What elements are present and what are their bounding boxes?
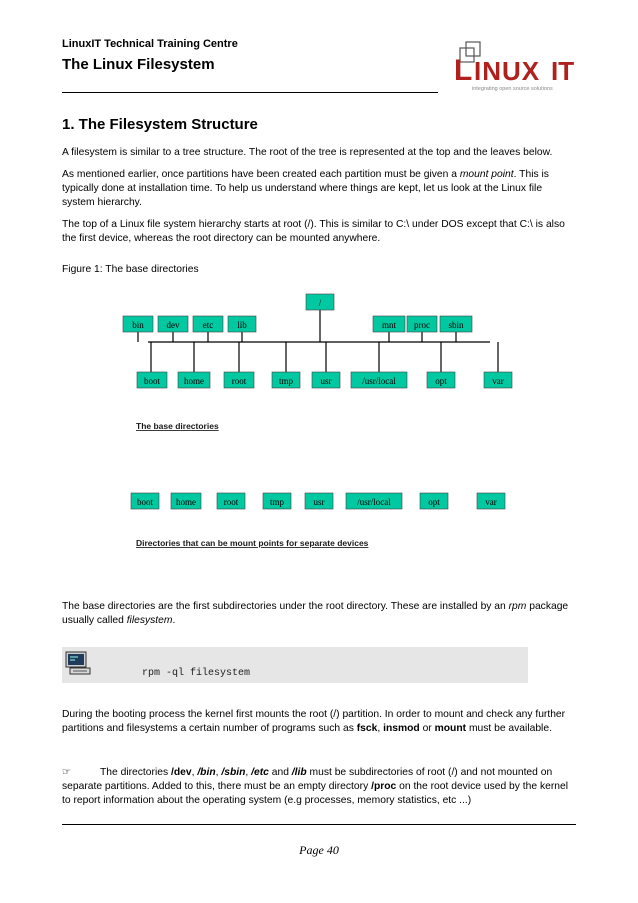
- dir-box-lib: [228, 316, 256, 332]
- paragraph-intro: A filesystem is similar to a tree structure. The root of the tree is represented at the top and the leaves below.: [62, 147, 553, 158]
- svg-text:/usr/local: /usr/local: [357, 497, 391, 507]
- diagram-label-mount-points: Directories that can be mount points for separate devices: [136, 538, 369, 548]
- mount-box-root: [217, 493, 245, 509]
- dir-box-etc: [193, 316, 223, 332]
- dir-box-usr-local: [351, 372, 407, 388]
- svg-text:dev: dev: [166, 320, 180, 330]
- note-paragraph: ☞ The directories /dev, /bin, /sbin, /etc and /lib must be subdirectories of root (/) and not mounted on separate partitions. Added to this, there must be an empty directory /proc on the root device used by the kernel to report information about the operating system (e.g processes, memory statistics, etc ...): [62, 767, 568, 807]
- dir-box-dev: [158, 316, 188, 332]
- diagram-label-base: The base directories: [136, 421, 219, 431]
- svg-text:root: root: [223, 497, 239, 507]
- dir-box-tmp: [272, 372, 300, 388]
- svg-text:opt: opt: [428, 497, 440, 507]
- mount-box-boot: [131, 493, 159, 509]
- svg-text:sbin: sbin: [448, 320, 464, 330]
- paragraph-root: The top of a Linux file system hierarchy starts at root (/). This is similar to C:\ under DOS except that C:\ is also the first device, whereas the root directory can be mounted anywhere.: [62, 219, 565, 245]
- document-title: The Linux Filesystem: [62, 56, 215, 73]
- linuxit-logo: [452, 40, 580, 98]
- svg-text:usr: usr: [313, 497, 325, 507]
- dir-box-usr: [312, 372, 340, 388]
- dir-box-mnt: [373, 316, 405, 332]
- svg-text:root: root: [231, 376, 247, 386]
- svg-text:INUX: INUX: [474, 56, 541, 86]
- code-command: rpm -ql filesystem: [142, 668, 251, 679]
- svg-text:usr: usr: [320, 376, 332, 386]
- svg-text:IT: IT: [551, 56, 575, 86]
- directory-tree-diagram: [118, 288, 518, 558]
- svg-text:opt: opt: [435, 376, 447, 386]
- dir-box-proc: [407, 316, 437, 332]
- svg-text:etc: etc: [202, 320, 214, 330]
- svg-text:var: var: [492, 376, 504, 386]
- svg-text:bin: bin: [132, 320, 144, 330]
- org-name: LinuxIT Technical Training Centre: [62, 38, 238, 50]
- dir-box-opt: [427, 372, 455, 388]
- svg-text:/: /: [318, 298, 322, 308]
- svg-text:tmp: tmp: [278, 376, 294, 386]
- page-number: Page 40: [299, 843, 339, 857]
- mount-box-usr-local: [346, 493, 402, 509]
- svg-text:home: home: [184, 376, 204, 386]
- dir-box-home: [178, 372, 210, 388]
- section-title: 1. The Filesystem Structure: [62, 116, 258, 133]
- code-block: [62, 647, 528, 683]
- mount-box-usr: [305, 493, 333, 509]
- logo-wordmark: L: [454, 54, 473, 87]
- paragraph-booting: During the booting process the kernel first mounts the root (/) partition. In order to mount and check any further partitions and filesystems a certain number of programs such as fsck, insmod or mount must be available.: [62, 709, 566, 735]
- mount-box-var: [477, 493, 505, 509]
- svg-text:/usr/local: /usr/local: [362, 376, 396, 386]
- dir-box-var: [484, 372, 512, 388]
- svg-text:home: home: [176, 497, 196, 507]
- dir-box-sbin: [440, 316, 472, 332]
- svg-text:proc: proc: [414, 320, 430, 330]
- paragraph-base-directories: The base directories are the first subdirectories under the root directory. These are installed by an rpm package usually called filesystem.: [62, 601, 569, 627]
- footer-rule: [62, 824, 576, 825]
- svg-text:boot: boot: [136, 497, 154, 507]
- dir-box-root-slash: [306, 294, 334, 310]
- figure-caption: Figure 1: The base directories: [62, 264, 199, 275]
- svg-text:tmp: tmp: [269, 497, 285, 507]
- mount-box-tmp: [263, 493, 291, 509]
- mount-box-home: [171, 493, 201, 509]
- dir-box-boot: [137, 372, 167, 388]
- terminal-icon: [64, 650, 92, 676]
- svg-text:lib: lib: [237, 320, 247, 330]
- paragraph-mount-point: As mentioned earlier, once partitions have been created each partition must be given a mount point. This is typically done at installation time. To help us understand where things are kept, let us look at the Linux file system hierarchy.: [62, 169, 549, 209]
- dir-box-root: [224, 372, 254, 388]
- header-rule: [62, 92, 438, 93]
- svg-text:var: var: [485, 497, 497, 507]
- svg-text:boot: boot: [143, 376, 161, 386]
- logo-tagline: integrating open source solutions: [472, 86, 553, 92]
- mount-box-opt: [420, 493, 448, 509]
- dir-box-bin: [123, 316, 153, 332]
- svg-text:mnt: mnt: [381, 320, 397, 330]
- pointing-hand-icon: ☞: [62, 767, 72, 778]
